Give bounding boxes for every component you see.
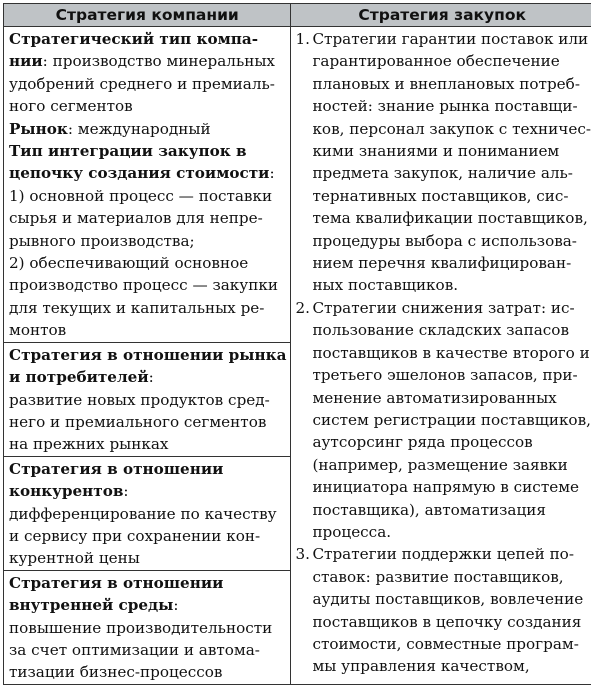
text-line: тизации бизнес-процессов	[9, 661, 286, 683]
header-procurement-strategy: Стратегия закупок	[291, 4, 591, 27]
text-line: 2) обеспечивающий основное	[9, 252, 286, 274]
cell-company-type	[4, 27, 291, 343]
text-line: сырья и материалов для непре-	[9, 207, 286, 229]
text-line: (например, размещение заявки	[312, 454, 591, 476]
text-line: на прежних рынках	[9, 433, 286, 455]
text-line: предмета закупок, наличие аль-	[312, 162, 591, 184]
cell-procurement-strategies	[291, 27, 591, 685]
text-line: монтов	[9, 319, 286, 341]
text-line: систем регистрации поставщиков,	[312, 409, 591, 431]
list-item: 2. Стратегии снижения затрат: ис- пользование складских запасов поставщиков в качестве второго и третьего эшелонов запасов, при- менение автоматизированных систем регистрации поставщиков, аутсорсинг ряда процессов (например, размещение заявки инициатора напрямую в системе поставщика), автоматизация процесса.	[295, 297, 591, 543]
text-line: тема квалификации поставщиков,	[312, 207, 591, 229]
text-line: ных поставщиков.	[312, 274, 591, 296]
text-line: развитие новых продуктов сред-	[9, 389, 286, 411]
market-strategy-heading-2: и потребителей:	[9, 366, 286, 388]
market-text: Рынок: международный	[9, 118, 286, 140]
text-line: дифференцирование по качеству	[9, 503, 286, 525]
text-line: курентной цены	[9, 547, 286, 569]
text-line: Стратегии снижения затрат: ис-	[312, 297, 591, 319]
text-line: и сервису при сохранении кон-	[9, 525, 286, 547]
text-line: ного сегментов	[9, 95, 286, 117]
text-line: тернативных поставщиков, сис-	[312, 185, 591, 207]
market-strategy-heading: Стратегия в отношении рынка	[9, 344, 286, 366]
company-type-text: нии: производство минеральных	[9, 50, 286, 72]
list-item: 1. Стратегии гарантии поставок или гарантированное обеспечение плановых и внеплановых потреб- ностей: знание рынка поставщи- ков, персонал закупок с техничес- кими знаниями и пониманием предмета закупок, наличие аль- тернативных поставщиков, сис- тема квалификации поставщиков, процедуры выбора с использова- нием перечня квалифицирован- ных поставщиков.	[295, 28, 591, 297]
text-line: рывного производства;	[9, 230, 286, 252]
company-type-heading: Стратегический тип компа-	[9, 28, 286, 50]
text-line: поставщиков в качестве второго и	[312, 342, 591, 364]
cell-competitor-strategy	[4, 456, 291, 570]
text-line: ставок: развитие поставщиков,	[312, 566, 591, 588]
integration-heading: Тип интеграции закупок в	[9, 140, 286, 162]
procurement-list	[295, 28, 591, 678]
text-line: пользование складских запасов	[312, 319, 591, 341]
cell-market-strategy	[4, 342, 291, 456]
header-row	[4, 4, 591, 27]
text-line: 1) основной процесс — поставки	[9, 185, 286, 207]
text-line: удобрений среднего и премиаль-	[9, 73, 286, 95]
text-line: менение автоматизированных	[312, 387, 591, 409]
text-line: повышение производительности	[9, 617, 286, 639]
header-company-strategy: Стратегия компании	[4, 4, 291, 27]
internal-strategy-heading: Стратегия в отношении	[9, 572, 286, 594]
text-line: процедуры выбора с использова-	[312, 230, 591, 252]
text-line: для текущих и капитальных ре-	[9, 297, 286, 319]
competitor-strategy-heading: Стратегия в отношении	[9, 458, 286, 480]
text-line: за счет оптимизации и автома-	[9, 639, 286, 661]
text-line: плановых и внеплановых потреб-	[312, 73, 591, 95]
text-line: ностей: знание рынка поставщи-	[312, 95, 591, 117]
internal-strategy-heading-2: внутренней среды:	[9, 594, 286, 616]
text-line: производство процесс — закупки	[9, 274, 286, 296]
cell-internal-strategy	[4, 570, 291, 684]
integration-heading-2: цепочку создания стоимости:	[9, 162, 286, 184]
text-line: ков, персонал закупок с техничес-	[312, 118, 591, 140]
text-line: аудиты поставщиков, вовлечение	[312, 588, 591, 610]
list-item: 3. Стратегии поддержки цепей по- ставок: развитие поставщиков, аудиты поставщиков, вовлечение поставщиков в цепочку создания стоимости, совместные програм- мы управления качеством,	[295, 543, 591, 677]
text-line: стоимости, совместные програм-	[312, 633, 591, 655]
text-line: аутсорсинг ряда процессов	[312, 431, 591, 453]
text-line: гарантированное обеспечение	[312, 50, 591, 72]
text-line: мы управления качеством,	[312, 655, 591, 677]
text-line: кими знаниями и пониманием	[312, 140, 591, 162]
text-line: процесса.	[312, 521, 591, 543]
text-line: Стратегии гарантии поставок или	[312, 28, 591, 50]
text-line: инициатора напрямую в системе	[312, 476, 591, 498]
competitor-strategy-heading-2: конкурентов:	[9, 480, 286, 502]
text-line: нием перечня квалифицирован-	[312, 252, 591, 274]
text-line: Стратегии поддержки цепей по-	[312, 543, 591, 565]
text-line: поставщиков в цепочку создания	[312, 611, 591, 633]
text-line: третьего эшелонов запасов, при-	[312, 364, 591, 386]
text-line: поставщика), автоматизация	[312, 499, 591, 521]
table-row	[4, 27, 591, 343]
strategy-table	[3, 3, 591, 685]
text-line: него и премиального сегментов	[9, 411, 286, 433]
